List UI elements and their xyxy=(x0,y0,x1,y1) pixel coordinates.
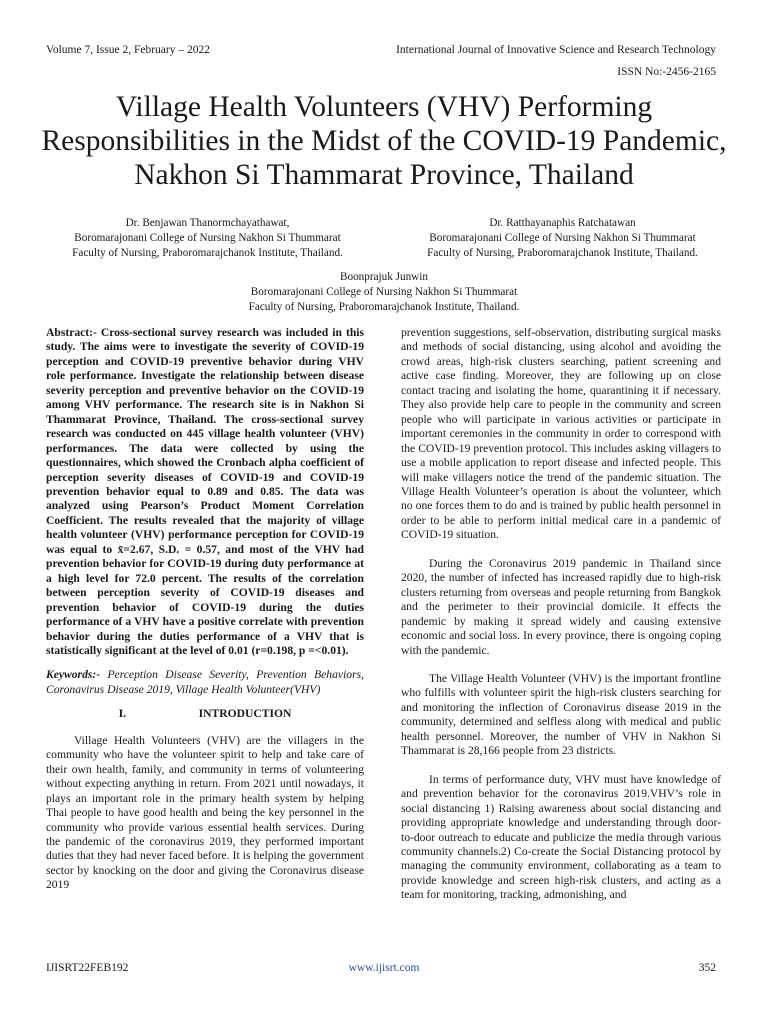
page-number: 352 xyxy=(698,962,716,974)
section-number: I. xyxy=(118,707,127,721)
author-2 xyxy=(395,216,730,261)
abstract: Abstract:- Cross-sectional survey research was included in this study. The aims were to investigate the severity of COVID-19 perception and COVID-19 preventive behavior during VHV role performance. Investigate the relationship between disease severity perception and preventive behavior on the COVID-19 among VHV performance. The research site is in Nakhon Si Thammarat Province, Thailand. The cross-sectional survey research was conducted on 445 village health volunteer (VHV) performances. The data were collected by using the questionnaires, which showed the Cronbach alpha coefficient of perception severity diseases of COVID-19 and COVID-19 prevention behavior equal to 0.89 and 0.85. The data was analyzed using Pearson’s Product Moment Correlation Coefficient. The results revealed that the majority of village health volunteer (VHV) performance perception for COVID-19 was equal to x̄=2.67, S.D. = 0.57, and most of the VHV had prevention behavior for COVID-19 during duty performance at a high level for 72.0 percent. The results of the correlation between perception severity of COVID-19 diseases and prevention behavior of COVID-19 during the duties performance of a VHV have a positive correlate with prevention behavior during the duties performance of a VHV that is statistically significant at the level of 0.01 (r=0.198, p =<0.01). xyxy=(46,326,364,657)
author-affiliation: Faculty of Nursing, Praboromarajchanok Institute, Thailand. xyxy=(72,247,343,259)
journal-volume: Volume 7, Issue 2, February – 2022 xyxy=(46,44,210,56)
left-column xyxy=(46,326,364,893)
section-title: INTRODUCTION xyxy=(198,707,292,721)
author-affiliation: Faculty of Nursing, Praboromarajchanok Institute, Thailand. xyxy=(248,301,520,313)
author-name: Dr. Benjawan Thanormchayathawat, xyxy=(125,217,290,229)
issn: ISSN No:-2456-2165 xyxy=(617,66,716,78)
author-3 xyxy=(180,270,588,315)
author-name: Dr. Ratthayanaphis Ratchatawan xyxy=(489,217,636,229)
website-link[interactable]: www.ijisrt.com xyxy=(348,962,420,974)
author-1 xyxy=(40,216,375,261)
body-paragraph: prevention suggestions, self-observation, distributing surgical masks and methods of social distancing, using alcohol and avoiding the crowd areas, high-risk clusters searching, patient screening and active case finding. Moreover, they are following up on close contact tracing and isolating the home, quarantining it if necessary. They also provide help care to people in the community and screen people who will participate in various activities or participate in important ceremonies in the community in order to correspond with the COVID-19 prevention protocol. This includes asking villagers to use a mobile application to report disease and infected people. This will make villagers notice the trend of the pandemic situation. The Village Health Volunteer’s operation is about the volunteer, which no one forces them to do and is trained by public health personnel in order to be able to perform initial medical care in a pandemic of COVID-19 situation. xyxy=(401,326,721,542)
paper-id: IJISRT22FEB192 xyxy=(46,962,129,974)
journal-name: International Journal of Innovative Science and Research Technology xyxy=(396,44,716,56)
author-affiliation: Boromarajonani College of Nursing Nakhon Si Thummarat xyxy=(429,232,696,244)
author-affiliation: Boromarajonani College of Nursing Nakhon Si Thummarat xyxy=(74,232,341,244)
right-column xyxy=(401,326,721,903)
intro-paragraph: Village Health Volunteers (VHV) are the villagers in the community who have the volunteer spirit to help and take care of their own health, family, and community in terms of volunteering without expecting anything in return. From 2021 until nowadays, it plays an important role in the primary health system by helping Thai people to have good health and being the key personnel in the community who provide various essential health services. During the pandemic of the coronavirus 2019, they performed important duties that they had never faced before. It is helping the government sector by knocking on the door and giving the Coronavirus disease 2019 xyxy=(46,733,364,892)
author-name: Boonprajuk Junwin xyxy=(340,271,428,283)
keywords-text: Perception Disease Severity, Prevention Behaviors, Coronavirus Disease 2019, Village Health Volunteer(VHV) xyxy=(46,668,364,696)
section-heading xyxy=(46,707,364,721)
body-paragraph: In terms of performance duty, VHV must have knowledge of and prevention behavior for the coronavirus 2019.VHV’s role in social distancing 1) Raising awareness about social distancing and providing appropriate knowledge and understanding through door-to-door outreach to educate and publicize the media through various community channels.2) Co-create the Social Distancing protocol by managing the community environment, collaborating as a team to provide knowledge and screen high-risk clusters, and acting as a team for monitoring, tracking, admonishing, and xyxy=(401,772,721,902)
body-paragraph: During the Coronavirus 2019 pandemic in Thailand since 2020, the number of infected has increased rapidly due to high-risk clusters returning from overseas and people returning from Bangkok and the perimeter to their provincial domicile. It effects the pandemic by making it spread widely and causing extensive economic and social loss. In every province, there is ongoing coping with the pandemic. xyxy=(401,556,721,657)
keywords xyxy=(46,668,364,697)
author-affiliation: Faculty of Nursing, Praboromarajchanok Institute, Thailand. xyxy=(427,247,698,259)
body-paragraph: The Village Health Volunteer (VHV) is the important frontline who fulfills with volunteer spirit the high-risk clusters searching for and monitoring the inflection of Coronavirus disease 2019 in the community, determined and selfless along with medical and public health personnel. Moreover, the number of VHV in Nakhon Si Thammarat is 28,166 people from 23 districts. xyxy=(401,671,721,758)
keywords-label: Keywords:- xyxy=(46,668,101,682)
author-affiliation: Boromarajonani College of Nursing Nakhon Si Thummarat xyxy=(250,286,518,298)
paper-title: Village Health Volunteers (VHV) Performing Responsibilities in the Midst of the COVID-19 Pandemic, Nakhon Si Thammarat Province, Thailand xyxy=(41,91,727,191)
